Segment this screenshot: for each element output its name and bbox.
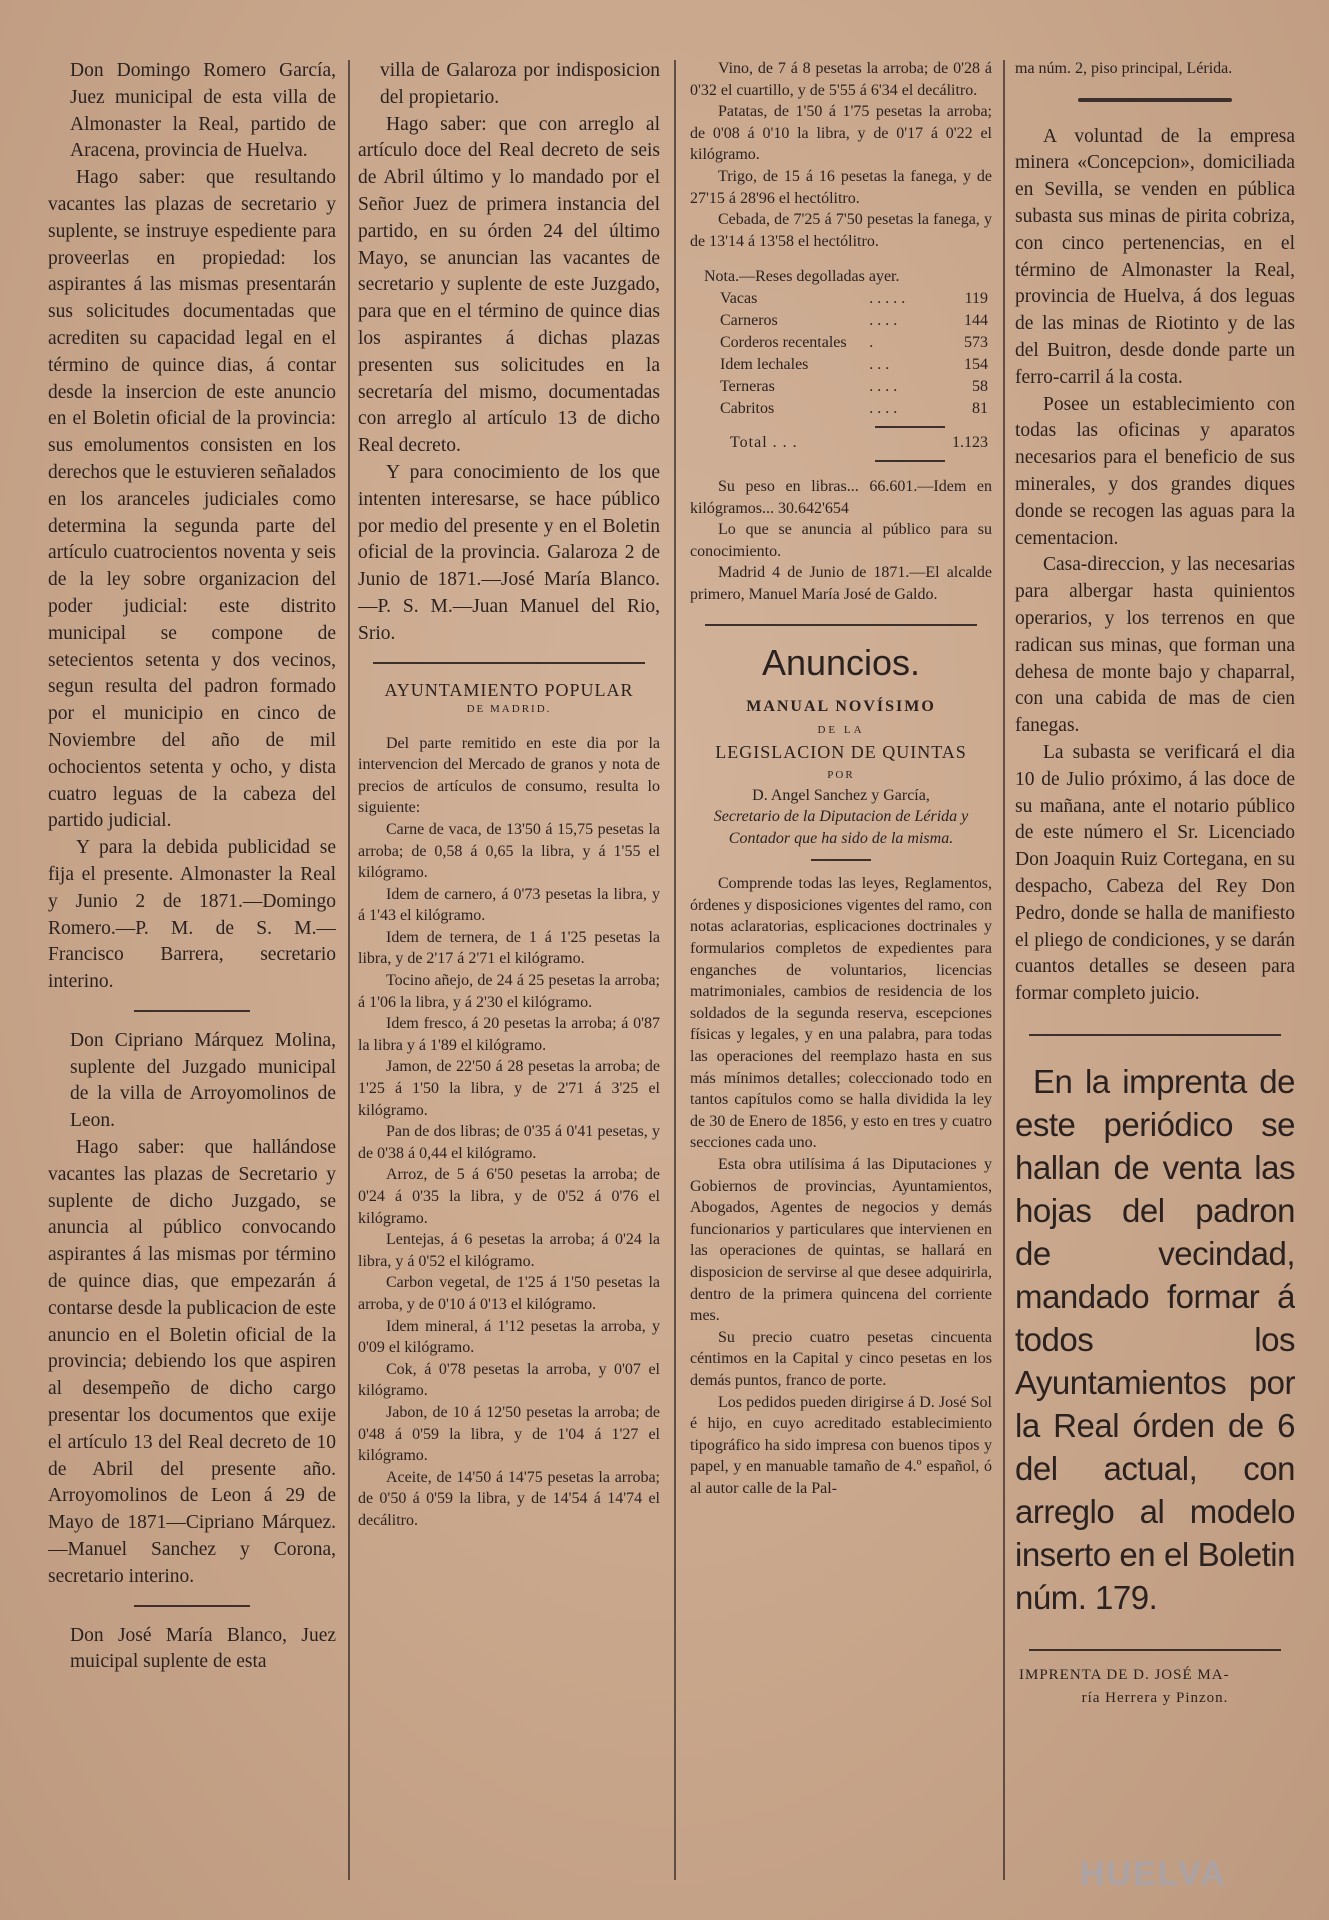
total-value: 1.123 [952, 433, 988, 451]
book-title-de-la: DE LA [817, 723, 865, 736]
reses-name: Idem lechales [720, 355, 809, 373]
book-title: MANUAL NOVÍSIMO [746, 697, 936, 715]
weight-line: Su peso en libras... 66.601.—Idem en kilógramos... 30.642'654 [690, 477, 992, 517]
reses-value: 154 [964, 355, 988, 373]
notice-body: Hago saber: que con arreglo al artículo doce del Real decreto de seis de Abril último y lo mandado por el Señor Juez de primera instancia del partido, en su órden 24 del último Mayo, se anuncian las vacantes de secretario y suplente de este Juzgado, para que en el término de quince dias los aspirantes á dichas plazas presenten sus solicitudes en la secretaría del mismo, documentadas con arreglo al artículo 13 de dicho Real decreto. [358, 113, 660, 457]
imprint-line: ría Herrera y Pinzon. [1081, 1689, 1229, 1706]
book-por: POR [827, 768, 855, 781]
reses-name: Cabritos [720, 399, 775, 417]
notice-heading: Don Cipriano Márquez Molina, suplente del Juzgado municipal de la villa de Arroyomolinos de Leon. [70, 1029, 336, 1132]
price-list [690, 58, 992, 252]
public-line: Lo que se anuncia al público para su conocimiento. [690, 521, 992, 560]
reses-dots: . . . . . [869, 289, 906, 307]
column-rule [348, 60, 350, 1880]
reses-value: 144 [964, 311, 988, 329]
book-description: Esta obra utilísima á las Diputaciones y Gobiernos de provincias, Ayuntamientos, Abogados, Agentes de negocios y demás funcionarios y particulares que intervienen en las operaciones de quintas, se hallará en disposicion de servirse al que desee adquirirla, dentro de la primera quincena del corriente mes. [690, 1156, 992, 1325]
notice-close: Y para la debida publicidad se fija el presente. Almonaster la Real y Junio 2 de 1871.—Domingo Romero.—P. M. de S. M.—Francisco Barrera, secretario interino. [48, 837, 336, 993]
mine-notice: A voluntad de la empresa minera «Concepcion», domiciliada en Sevilla, se venden en pública subasta sus minas de pirita cobriza, con cinco pertenencias, en el término de Almonaster la Real, provincia de Huelva, á dos leguas de las minas de Riotinto y de las del Buitron, desde donde parte un ferro-carril á la costa. [1015, 125, 1295, 388]
book-continuation: ma núm. 2, piso principal, Lérida. [1015, 60, 1233, 77]
reses-row [700, 398, 992, 420]
price-item: Trigo, de 15 á 16 pesetas la fanega, y de 27'15 á 28'96 el hectólitro. [690, 167, 992, 207]
book-author: D. Angel Sanchez y García, [752, 786, 930, 804]
reses-name: Corderos recentales [720, 333, 847, 351]
price-item: Jamon, de 22'50 á 28 pesetas la arroba; de 1'25 á 1'50 la libra, y de 2'71 á 3'25 el kilógramo. [358, 1058, 660, 1119]
price-item: Idem mineral, á 1'12 pesetas la arroba, y 0'09 el kilógramo. [358, 1317, 660, 1357]
price-item: Cok, á 0'78 pesetas la arroba, y 0'07 el kilógramo. [358, 1360, 660, 1400]
column-1 [48, 58, 336, 1888]
reses-dots: . [869, 333, 874, 351]
separator [134, 1010, 249, 1012]
price-item: Carne de vaca, de 13'50 á 15,75 pesetas la arroba; de 0,58 á 0,65 la libra, y á 1'55 el kilógramo. [358, 820, 660, 882]
imprint-line: IMPRENTA DE D. JOSÉ MA- [1019, 1666, 1230, 1683]
separator [1078, 98, 1232, 102]
total-label: Total . . . [730, 433, 798, 451]
reses-dots: . . . . [869, 377, 898, 395]
column-4 [1015, 58, 1295, 1888]
book-description: Comprende todas las leyes, Reglamentos, órdenes y disposiciones vigentes del ramo, con notas aclaratorias, esplicaciones doctrinales y formularios completos de expedientes para enganches de voluntarios, licencias matrimoniales, cambios de residencia de los soldados de la segunda reserva, escepciones físicas y legales, y en una palabra, para todas las operaciones del reemplazo hasta en sus más mínimos detalles; coleccionado todo en tantos capítulos como se halla dividida la ley de 30 de Enero de 1856, y esto en tres y cuatro secciones cada uno. [690, 875, 992, 1152]
reses-dots: . . . [869, 355, 890, 373]
separator [705, 624, 977, 626]
price-item: Idem de carnero, á 0'73 pesetas la libra, y á 1'43 el kilógramo. [358, 885, 660, 925]
price-item: Jabon, de 10 á 12'50 pesetas la arroba; de 0'48 á 0'59 la libra, y de 1'04 á 1'27 el kilógramo. [358, 1403, 660, 1465]
price-item: Lentejas, á 6 pesetas la arroba; á 0'24 la libra, y á 0'52 el kilógramo. [358, 1231, 660, 1270]
reses-value: 58 [972, 377, 988, 395]
price-item: Aceite, de 14'50 á 14'75 pesetas la arroba; de 0'50 á 0'59 la libra, y de 14'54 á 14'74 el decálitro. [358, 1468, 660, 1529]
separator [811, 859, 871, 861]
price-item: Tocino añejo, de 24 á 25 pesetas la arroba; á 1'06 la libra, y á 2'30 el kilógramo. [358, 972, 660, 1011]
price-item: Pan de dos libras; de 0'35 á 0'41 pesetas, y de 0'38 á 0,44 el kilógramo. [358, 1123, 660, 1162]
reses-row [700, 310, 992, 332]
notice-continuation: villa de Galaroza por indisposicion del propietario. [380, 60, 660, 108]
nota-label: Nota.—Reses degolladas ayer. [704, 268, 900, 286]
price-item: Arroz, de 5 á 6'50 pesetas la arroba; de 0'24 á 0'35 la libra, y de 0'52 á 0'76 el kilógramo. [358, 1166, 660, 1227]
column-rule [1003, 60, 1005, 1880]
notice-body: Hago saber: que resultando vacantes las plazas de secretario y suplente, se instruye espediente para proveerlas en propiedad: los aspirantes á las mismas presentarán sus solicitudes documentadas que acrediten su capacidad legal en el término de quince dias, á contar desde la insercion de este anuncio en el Boletin oficial de la provincia: sus emolumentos consisten en los derechos que le estuvieren señalados en los aranceles judiciales como determina la segunda parte del artículo cuatrocientos noventa y seis de la ley sobre organizacion del poder judicial: este distrito municipal se compone de setecientos setenta y dos vecinos, segun resulta del padron formado por el municipio en cinco de Noviembre del año de mil ochocientos setenta y ocho, y dista cuatro leguas de la cabeza del partido judicial. [48, 167, 336, 832]
reses-row [700, 354, 992, 376]
separator [1029, 1649, 1281, 1651]
column-rule [674, 60, 676, 1880]
imprenta-announcement: En la imprenta de este periódico se hallan de venta las hojas del padron de vecindad, mandado formar á todos los Ayuntamientos por la Real órden de 6 del actual, con arreglo al modelo inserto en el Boletin núm. 179. [1015, 1062, 1295, 1616]
sum-line [875, 426, 945, 428]
notice-body: Hago saber: que hallándose vacantes las plazas de Secretario y suplente de dicho Juzgado, se anuncia al público convocando aspirantes á las mismas por término de quince dias, que empezarán á contarse desde la publicacion de este anuncio en el Boletin oficial de la provincia; debiendo los que aspiren al desempeño de dicho cargo presentar los documentos que exije el artículo 13 del Real decreto de 10 de Abril del presente año. Arroyomolinos de Leon á 29 de Mayo de 1871—Cipriano Márquez.—Manuel Sanchez y Corona, secretario interino. [48, 1137, 336, 1587]
section-title: AYUNTAMIENTO POPULAR [384, 679, 634, 700]
notice-heading: Don Domingo Romero García, Juez municipal de esta villa de Almonaster la Real, partido de Aracena, provincia de Huelva. [70, 60, 336, 162]
reses-name: Vacas [720, 289, 758, 307]
mine-notice: Casa-direccion, y las necesarias para albergar hasta quinientos operarios, y los terrenos en que radican sus minas, que forman una dehesa de monte bajo y chaparral, con una cabida de mas de cien fanegas. [1015, 554, 1295, 737]
section-subtitle: DE MADRID. [466, 702, 552, 715]
reses-value: 573 [964, 333, 988, 351]
book-author-role: Secretario de la Diputacion de Lérida y Contador que ha sido de la misma. [713, 808, 969, 847]
reses-table [700, 288, 992, 420]
price-item: Cebada, de 7'25 á 7'50 pesetas la fanega, y de 13'14 á 13'58 el hectólitro. [690, 211, 992, 250]
reses-row [700, 332, 992, 354]
book-description: Los pedidos pueden dirigirse á D. José Sol é hijo, en cuyo acreditado establecimiento tipográfico ha sido impresa con buenos tipos y papel, y en manuable tamaño de 4.º español, ó al autor calle de la Pal- [690, 1393, 992, 1497]
reses-name: Terneras [720, 377, 775, 395]
market-intro: Del parte remitido en este dia por la intervencion del Mercado de granos y nota de precios de artículos de consumo, resulta lo siguiente: [358, 734, 660, 817]
signature-line: Madrid 4 de Junio de 1871.—El alcalde primero, Manuel María José de Galdo. [690, 564, 992, 603]
mine-notice: Posee un establecimiento con todas las oficinas y aparatos necesarios para el beneficio de sus minerales, y dos grandes diques donde se recogen las aguas para la cementacion. [1015, 393, 1295, 549]
total-row [700, 432, 992, 454]
reses-value: 81 [972, 399, 988, 417]
reses-row [700, 288, 992, 310]
price-list [358, 819, 660, 1532]
price-item: Carbon vegetal, de 1'25 á 1'50 pesetas la arroba, y de 0'10 á 0'13 el kilógramo. [358, 1274, 660, 1313]
separator [134, 1605, 249, 1607]
price-item: Idem de ternera, de 1 á 1'25 pesetas la libra, y de 2'17 á 2'71 el kilógramo. [358, 928, 660, 968]
anuncios-heading: Anuncios. [761, 641, 921, 683]
reses-dots: . . . . [869, 399, 898, 417]
separator [1029, 1034, 1281, 1036]
reses-row [700, 376, 992, 398]
price-item: Idem fresco, á 20 pesetas la arroba; á 0'87 la libra y á 1'89 el kilógramo. [358, 1015, 660, 1054]
watermark-logo: HUELVA [1080, 1855, 1227, 1893]
price-item: Vino, de 7 á 8 pesetas la arroba; de 0'28 á 0'32 el cuartillo, y de 5'55 á 6'34 el decálitro. [690, 60, 992, 99]
book-description: Su precio cuatro pesetas cincuenta céntimos en la Capital y cinco pesetas en los demás puntos, franco de porte. [690, 1328, 992, 1389]
price-item: Patatas, de 1'50 á 1'75 pesetas la arroba; de 0'08 á 0'10 la libra, y de 0'17 á 0'22 el kilógramo. [690, 103, 992, 164]
separator [373, 662, 645, 664]
reses-dots: . . . . [869, 311, 898, 329]
sum-line [875, 460, 945, 462]
reses-value: 119 [964, 289, 988, 307]
notice-close: Y para conocimiento de los que intenten interesarse, se hace público por medio del presente y en el Boletin oficial de la provincia. Galaroza 2 de Junio de 1871.—José María Blanco.—P. S. M.—Juan Manuel del Rio, Srio. [358, 461, 660, 644]
notice-heading: Don José María Blanco, Juez muicipal suplente de esta [70, 1624, 336, 1673]
book-subtitle: LEGISLACION DE QUINTAS [715, 741, 967, 762]
reses-name: Carneros [720, 311, 778, 329]
mine-notice: La subasta se verificará el dia 10 de Julio próximo, á las doce de su mañana, ante el notario público de este número el Sr. Licenciado Don Joaquin Ruiz Cortegana, en su despacho, Cabeza del Rey Don Pedro, donde se halla de manifiesto el pliego de condiciones, y se darán cuantos detalles se deseen para formar completo juicio. [1015, 741, 1295, 1005]
column-2 [358, 58, 660, 1888]
column-3 [690, 58, 992, 1888]
